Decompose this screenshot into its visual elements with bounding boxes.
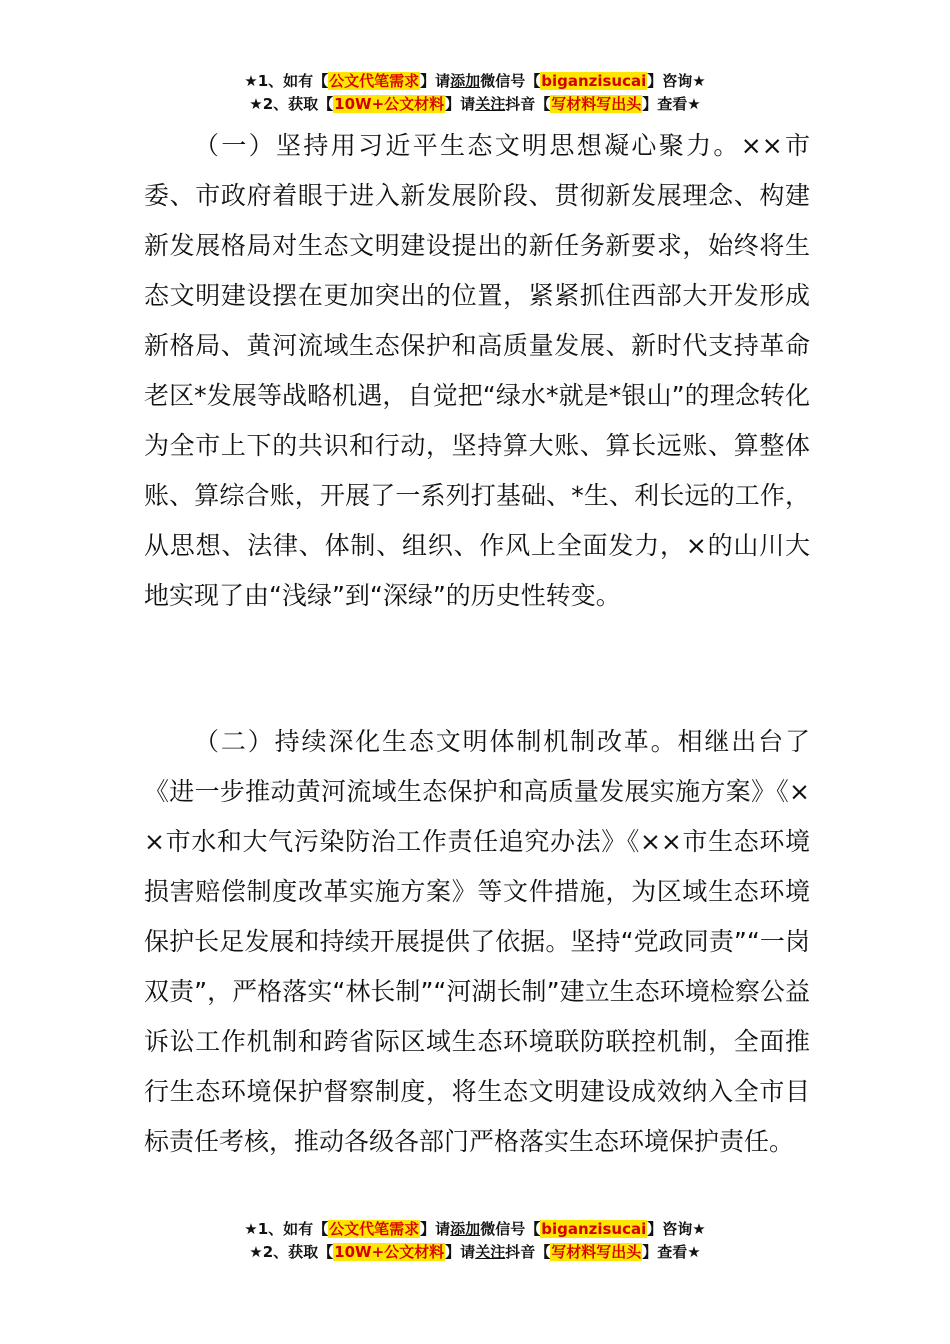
header-banner bbox=[0, 70, 950, 116]
banner-text: 】请 bbox=[445, 95, 476, 113]
banner-text: 微信号【 bbox=[480, 1220, 541, 1238]
highlight-douyin-id: 写材料写出头 bbox=[551, 1243, 642, 1261]
star-icon: ★ bbox=[687, 1243, 701, 1261]
star-icon: ★ bbox=[692, 1220, 706, 1238]
banner-line-1 bbox=[0, 70, 950, 93]
banner-line-1 bbox=[0, 1218, 950, 1241]
highlight-materials: 10W+公文材料 bbox=[334, 1243, 445, 1261]
banner-text: 抖音【 bbox=[505, 95, 551, 113]
underlined-text: 关注 bbox=[475, 95, 506, 113]
paragraph-1: （一）坚持用习近平生态文明思想凝心聚力。××市委、市政府着眼于进入新发展阶段、贯彻新发展理念、构建新发展格局对生态文明建设提出的新任务新要求，始终将生态文明建设摆在更加突出的位置，紧紧抓住西部大开发形成新格局、黄河流域生态保护和高质量发展、新时代支持革命老区*发展等战略机遇，自觉把“绿水*就是*银山”的理念转化为全市上下的共识和行动，坚持算大账、算长远账、算整体账、算综合账，开展了一系列打基础、*生、利长远的工作，从思想、法律、体制、组织、作风上全面发力，×的山川大地实现了由“浅绿”到“深绿”的历史性转变。 bbox=[144, 131, 810, 610]
banner-text: 】请 bbox=[420, 72, 451, 90]
underlined-text: 关注 bbox=[475, 1243, 506, 1261]
banner-text: 】请 bbox=[420, 1220, 451, 1238]
banner-text: 】咨询 bbox=[647, 72, 693, 90]
star-icon: ★ bbox=[687, 95, 701, 113]
star-icon: ★ bbox=[249, 1243, 263, 1261]
banner-text: 】查看 bbox=[642, 1243, 688, 1261]
highlight-materials: 10W+公文材料 bbox=[334, 95, 445, 113]
banner-text: 抖音【 bbox=[505, 1243, 551, 1261]
footer-banner bbox=[0, 1218, 950, 1264]
star-icon: ★ bbox=[244, 1220, 258, 1238]
highlight-service: 公文代笔需求 bbox=[329, 1220, 420, 1238]
underlined-text: 添加 bbox=[450, 1220, 481, 1238]
banner-text: 1、如有【 bbox=[257, 1220, 329, 1238]
banner-text: 1、如有【 bbox=[257, 72, 329, 90]
highlight-wechat-id: biganzisucai bbox=[541, 1220, 647, 1238]
banner-text: 2、获取【 bbox=[262, 95, 334, 113]
banner-text: 2、获取【 bbox=[262, 1243, 334, 1261]
banner-text: 】咨询 bbox=[647, 1220, 693, 1238]
banner-line-2 bbox=[0, 1241, 950, 1264]
underlined-text: 添加 bbox=[450, 72, 481, 90]
paragraph-2: （二）持续深化生态文明体制机制改革。相继出台了《进一步推动黄河流域生态保护和高质量发展实施方案》《××市水和大气污染防治工作责任追究办法》《××市生态环境损害赔偿制度改革实施方案》等文件措施，为区域生态环境保护长足发展和持续开展提供了依据。坚持“党政同责”“一岗双责”，严格落实“林长制”“河湖长制”建立生态环境检察公益诉讼工作机制和跨省际区域生态环境联防联控机制，全面推行生态环境保护督察制度，将生态文明建设成效纳入全市目标责任考核，推动各级各部门严格落实生态环境保护责任。 bbox=[144, 727, 810, 1156]
banner-line-2 bbox=[0, 93, 950, 116]
highlight-wechat-id: biganzisucai bbox=[541, 72, 647, 90]
star-icon: ★ bbox=[249, 95, 263, 113]
highlight-douyin-id: 写材料写出头 bbox=[551, 95, 642, 113]
banner-text: 微信号【 bbox=[480, 72, 541, 90]
star-icon: ★ bbox=[244, 72, 258, 90]
banner-text: 】请 bbox=[445, 1243, 476, 1261]
star-icon: ★ bbox=[692, 72, 706, 90]
banner-text: 】查看 bbox=[642, 95, 688, 113]
highlight-service: 公文代笔需求 bbox=[329, 72, 420, 90]
